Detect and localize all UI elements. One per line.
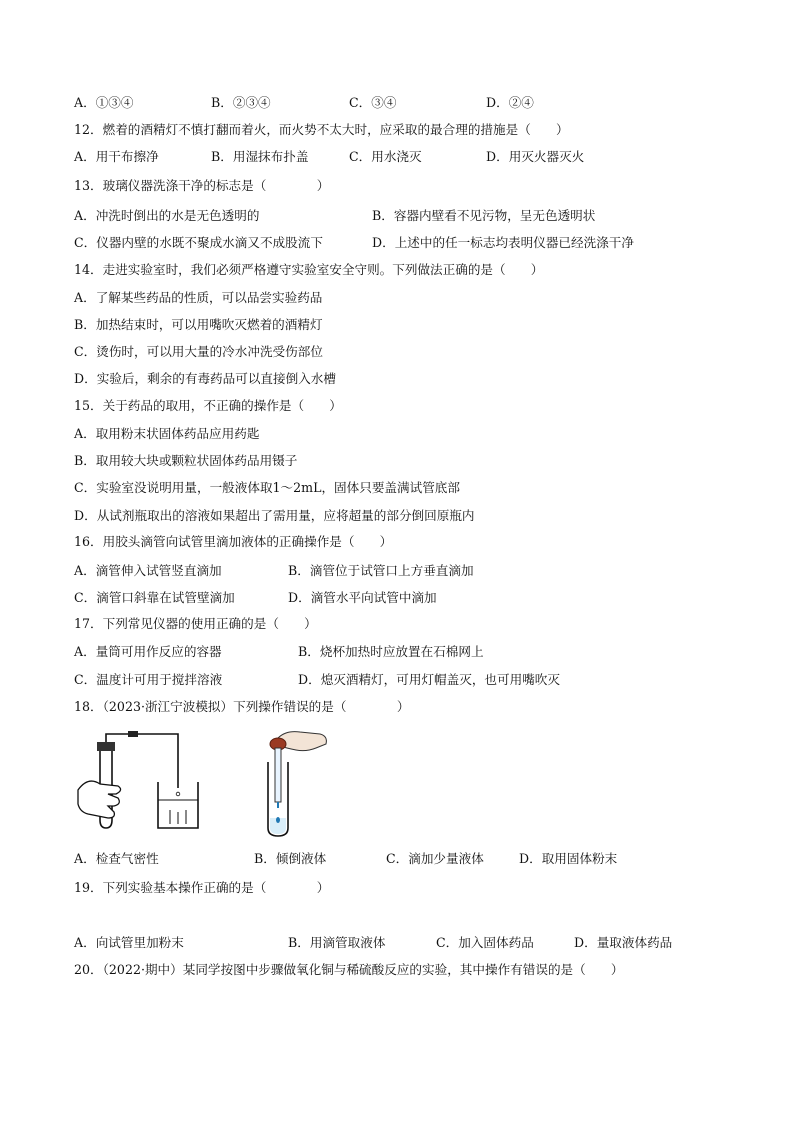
q15-option-d: D．从试剂瓶取出的溶液如果超出了需用量，应将超量的部分倒回原瓶内 <box>74 508 475 523</box>
q16-stem: 16．用胶头滴管向试管里滴加液体的正确操作是（ ） <box>74 534 393 549</box>
q15-option-a: A．取用粉末状固体药品应用药匙 <box>74 426 260 441</box>
q17-option-c: C．温度计可用于搅拌溶液 <box>74 672 223 687</box>
q13-option-a: A．冲洗时倒出的水是无色透明的 <box>74 208 260 223</box>
exam-page <box>74 0 734 1123</box>
q15-option-b: B．取用较大块或颗粒状固体药品用镊子 <box>74 453 298 468</box>
q14-option-a: A．了解某些药品的性质，可以品尝实验药品 <box>74 290 323 305</box>
q18-option-a: A．检查气密性 <box>74 851 159 866</box>
q11-option-a: A．①③④ <box>74 95 134 110</box>
q17-option-d: D．熄灭酒精灯，可用灯帽盖灭，也可用嘴吹灭 <box>298 672 560 687</box>
q17-stem: 17．下列常见仪器的使用正确的是（ ） <box>74 616 317 631</box>
q18-option-d: D．取用固体粉末 <box>519 851 618 866</box>
q17-option-a: A．量筒可用作反应的容器 <box>74 644 222 659</box>
q14-stem: 14．走进实验室时，我们必须严格遵守实验室安全守则。下列做法正确的是（ ） <box>74 262 544 277</box>
q14-option-c: C．烫伤时，可以用大量的冷水冲洗受伤部位 <box>74 344 323 359</box>
q19-stem: 19．下列实验基本操作正确的是（ ） <box>74 880 330 895</box>
q16-option-c: C．滴管口斜靠在试管壁滴加 <box>74 590 235 605</box>
q18-option-c: C．滴加少量液体 <box>386 851 484 866</box>
q16-option-d: D．滴管水平向试管中滴加 <box>288 590 437 605</box>
q20-stem: 20．（2022·期中）某同学按图中步骤做氧化铜与稀硫酸反应的实验，其中操作有错误的是（ ） <box>74 962 624 977</box>
q13-option-c: C．仪器内壁的水既不聚成水滴又不成股流下 <box>74 235 323 250</box>
q16-option-a: A．滴管伸入试管竖直滴加 <box>74 563 222 578</box>
q11-option-d: D．②④ <box>486 95 534 110</box>
q18-stem: 18．（2023·浙江宁波模拟）下列操作错误的是（ ） <box>74 699 410 714</box>
q11-option-b: B．②③④ <box>211 95 271 110</box>
q19-option-d: D．量取液体药品 <box>574 935 673 950</box>
q19-option-b: B．用滴管取液体 <box>288 935 386 950</box>
q15-stem: 15．关于药品的取用，不正确的操作是（ ） <box>74 398 342 413</box>
q19-option-c: C．加入固体药品 <box>436 935 534 950</box>
q14-option-d: D．实验后，剩余的有毒药品可以直接倒入水槽 <box>74 371 336 386</box>
q15-option-c: C．实验室没说明用量，一般液体取1～2mL，固体只要盖满试管底部 <box>74 480 460 495</box>
q11-option-c: C．③④ <box>349 95 397 110</box>
q12-stem: 12．燃着的酒精灯不慎打翻而着火，而火势不太大时，应采取的最合理的措施是（ ） <box>74 122 569 137</box>
q12-option-b: B．用湿抹布扑盖 <box>211 149 309 164</box>
q13-option-b: B．容器内壁看不见污物，呈无色透明状 <box>372 208 596 223</box>
airtightness-check-figure <box>74 728 204 838</box>
q16-option-b: B．滴管位于试管口上方垂直滴加 <box>288 563 474 578</box>
q17-option-b: B．烧杯加热时应放置在石棉网上 <box>298 644 484 659</box>
q18-option-b: B．倾倒液体 <box>254 851 327 866</box>
q19-option-a: A．向试管里加粉末 <box>74 935 184 950</box>
q12-option-c: C．用水浇灭 <box>349 149 422 164</box>
dropper-test-tube-figure <box>256 728 336 842</box>
q13-stem: 13．玻璃仪器洗涤干净的标志是（ ） <box>74 178 330 193</box>
q12-option-d: D．用灭火器灭火 <box>486 149 585 164</box>
q12-option-a: A．用干布擦净 <box>74 149 159 164</box>
q14-option-b: B．加热结束时，可以用嘴吹灭燃着的酒精灯 <box>74 317 323 332</box>
q13-option-d: D．上述中的任一标志均表明仪器已经洗涤干净 <box>372 235 634 250</box>
